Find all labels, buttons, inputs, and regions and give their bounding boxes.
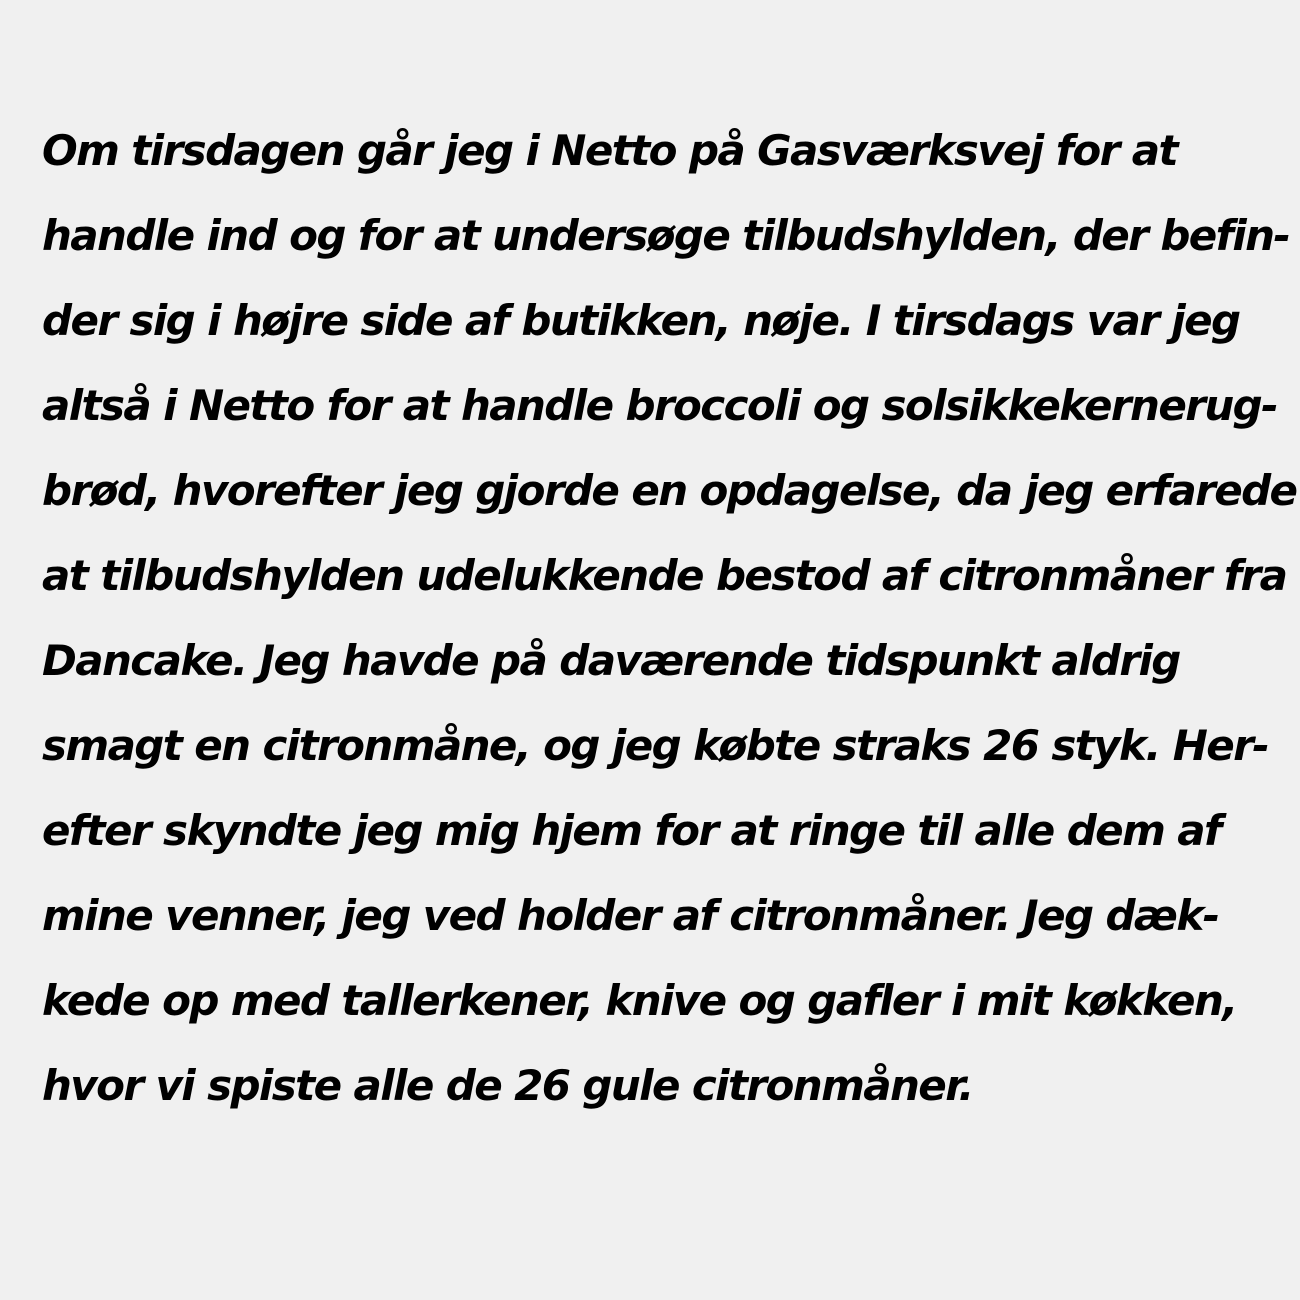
paragraph-line-8: smagt en citronmåne, og jeg købte straks 26 styk. Her- [42, 721, 1269, 770]
paragraph-line-7: Dancake. Jeg havde på daværende tidspunkt aldrig [42, 636, 1180, 685]
paragraph-line-1: Om tirsdagen går jeg i Netto på Gasværksvej for at [42, 126, 1177, 175]
paragraph-line-12: hvor vi spiste alle de 26 gule citronmåner. [42, 1061, 973, 1110]
paragraph-line-5: brød, hvorefter jeg gjorde en opdagelse, da jeg erfarede [42, 466, 1297, 515]
paragraph-line-9: efter skyndte jeg mig hjem for at ringe til alle dem af [42, 806, 1221, 855]
paragraph-line-10: mine venner, jeg ved holder af citronmåner. Jeg dæk- [42, 891, 1219, 940]
story-paragraph [42, 116, 1297, 1136]
paragraph-line-4: altså i Netto for at handle broccoli og solsikkekernerug- [42, 381, 1277, 430]
paragraph-line-11: kede op med tallerkener, knive og gafler i mit køkken, [42, 976, 1237, 1025]
paragraph-line-3: der sig i højre side af butikken, nøje. I tirsdags var jeg [42, 296, 1240, 345]
paragraph-line-2: handle ind og for at undersøge tilbudshylden, der befin- [42, 211, 1290, 260]
paragraph-line-6: at tilbudshylden udelukkende bestod af citronmåner fra [42, 551, 1287, 600]
